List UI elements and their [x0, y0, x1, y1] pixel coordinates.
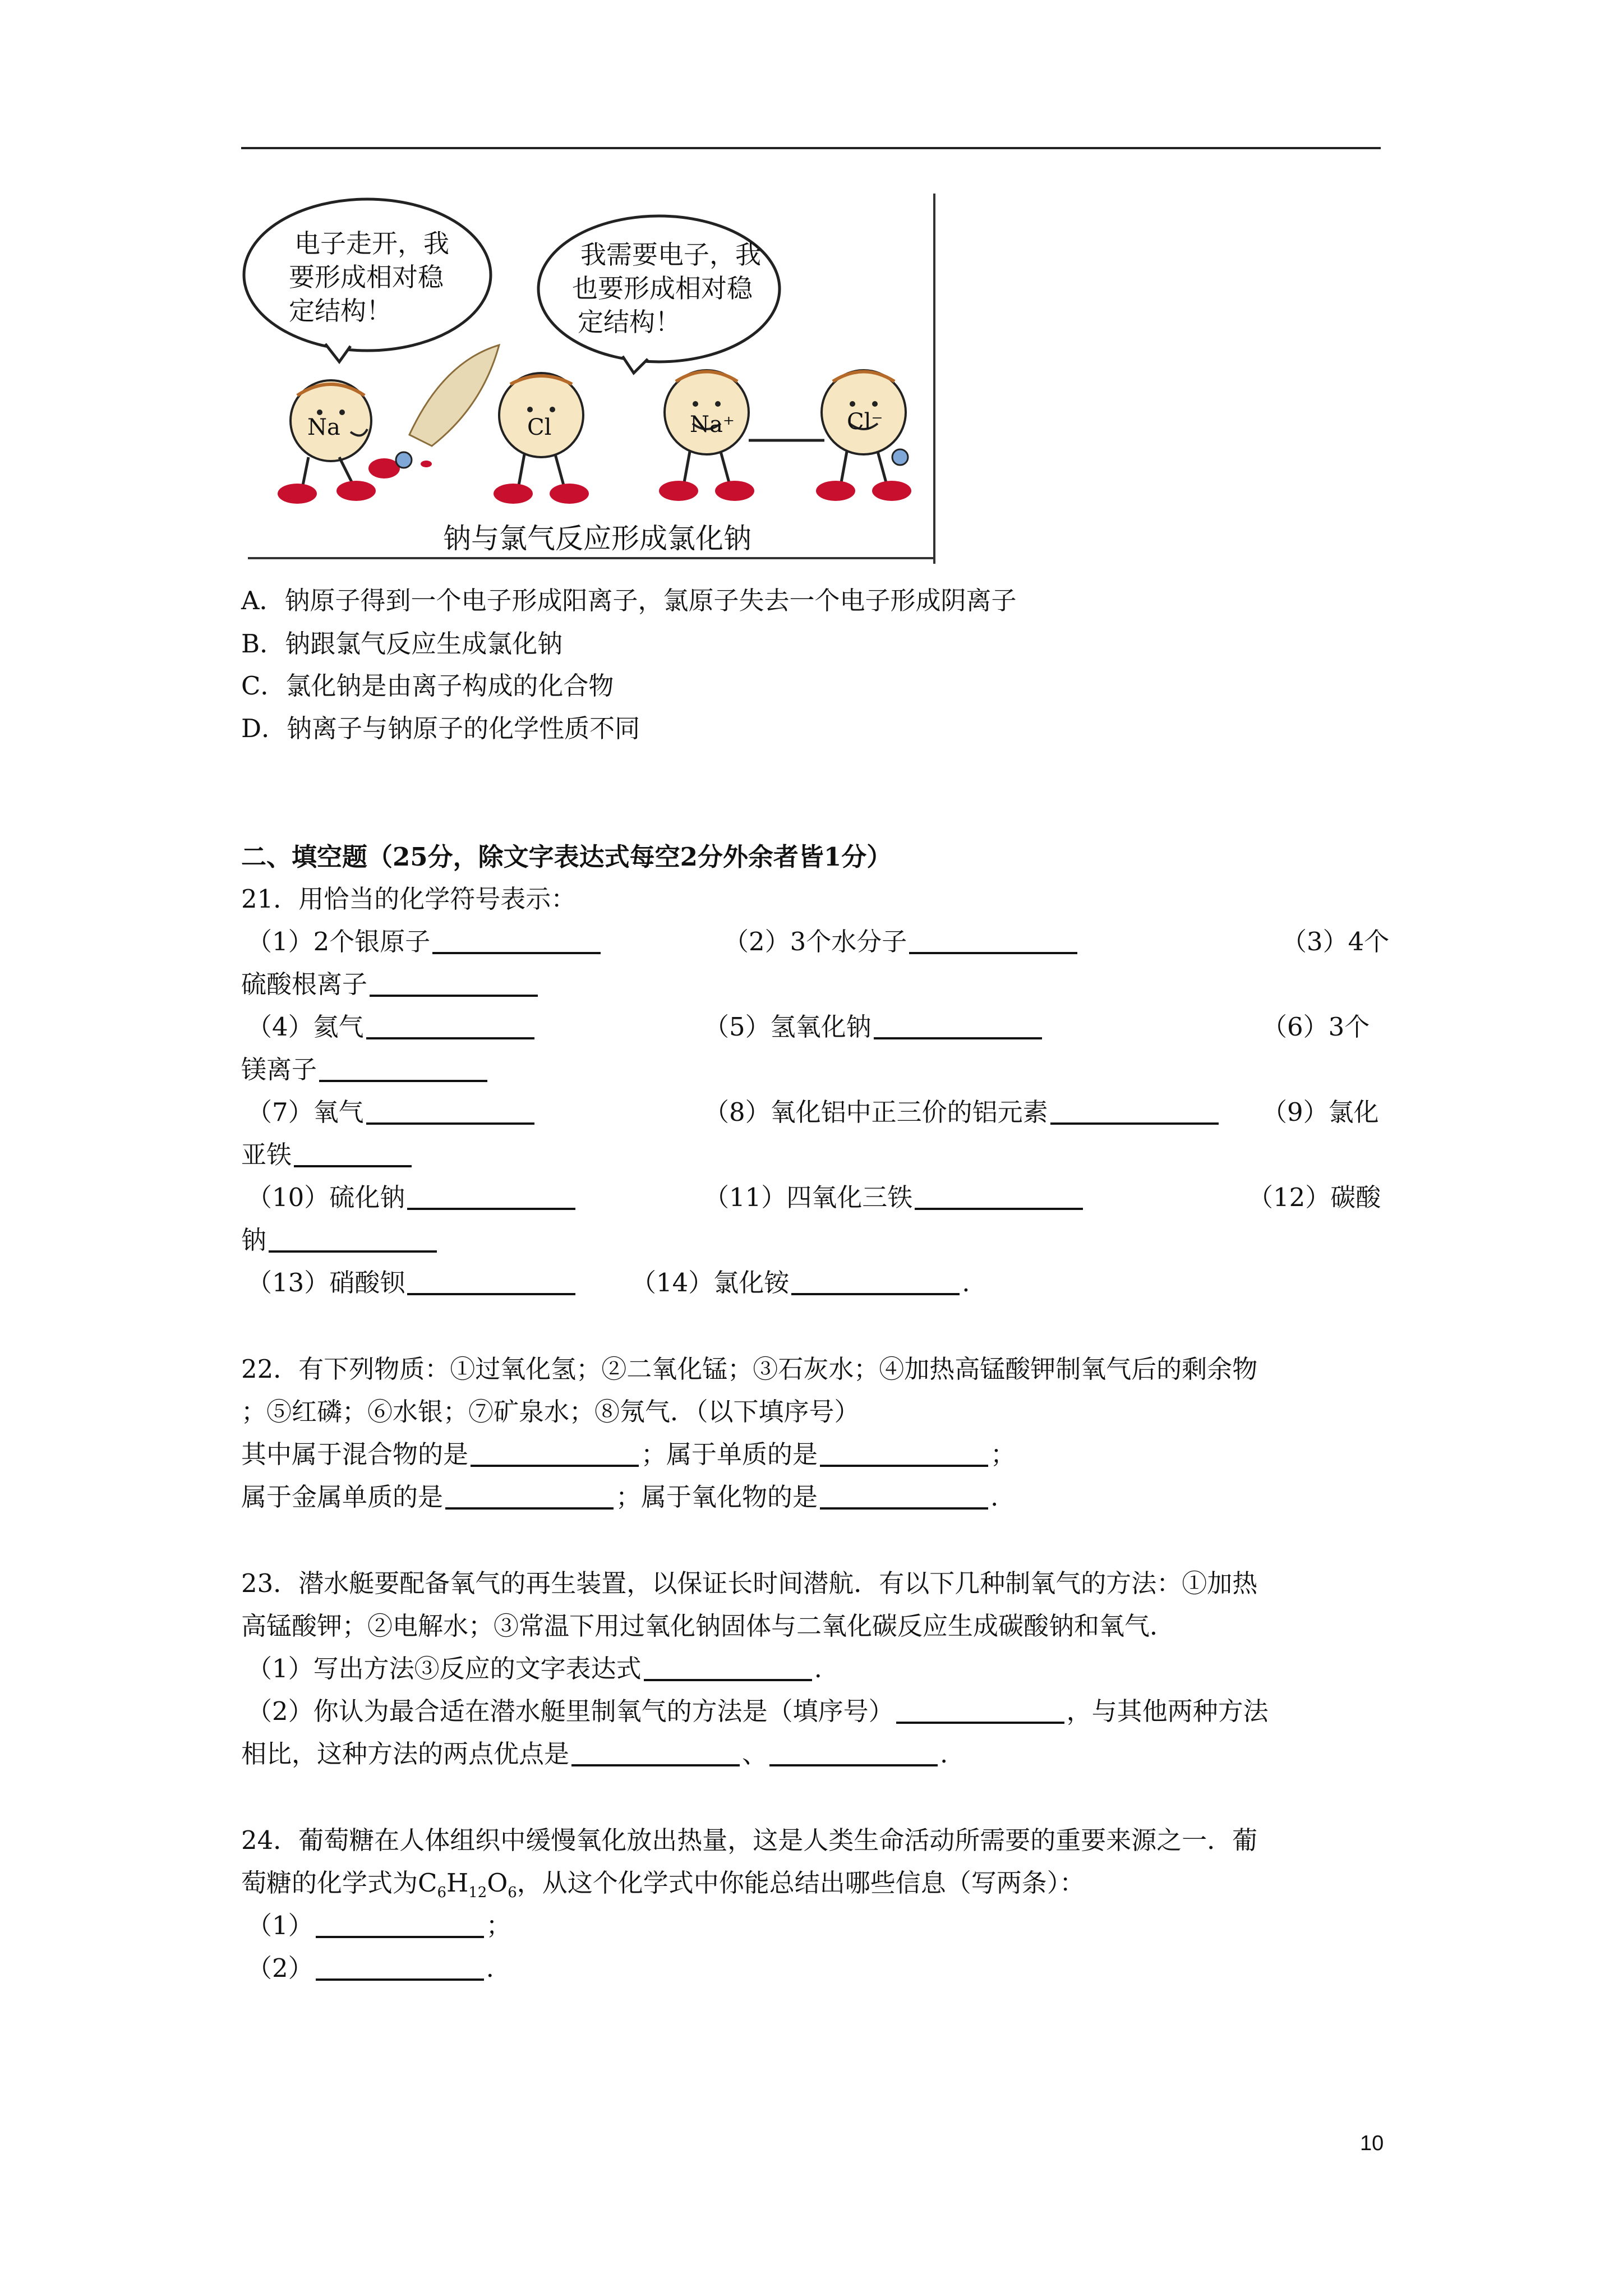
answer-blank[interactable]: [874, 1015, 1042, 1039]
answer-blank[interactable]: [366, 1100, 534, 1125]
q22-line2: ；⑤红磷；⑥水银；⑦矿泉水；⑧氖气．（以下填序号）: [241, 1397, 860, 1427]
answer-blank[interactable]: [319, 1057, 487, 1082]
q23-sub2: （2）你认为最合适在潜水艇里制氧气的方法是（填序号） ，与其他两种方法: [247, 1696, 1269, 1726]
bubble-left-line1: 电子走开，我: [294, 228, 449, 259]
figure-caption: 钠与氯气反应形成氯化钠: [443, 522, 751, 555]
answer-blank[interactable]: [370, 972, 538, 997]
q24-answer-2: （2） .: [247, 1953, 494, 1983]
q21-item-2: （2）3个水分子: [723, 929, 1080, 954]
q23-line2: 高锰酸钾；②电解水；③常温下用过氧化钠固体与二氧化碳反应生成碳酸钠和氧气．: [241, 1611, 1175, 1641]
bubble-right-line1: 我需要电子，我: [580, 240, 761, 270]
sodium-chlorine-comic: [241, 194, 937, 564]
q21-item-10: （10）硫化钠: [247, 1185, 578, 1210]
option-b: B．钠跟氯气反应生成氯化钠: [241, 629, 563, 659]
answer-blank[interactable]: [769, 1742, 938, 1766]
q21-item-5: （5）氢氧化钠: [704, 1014, 1044, 1039]
cl-ion-label: Cl⁻: [847, 409, 883, 435]
answer-blank[interactable]: [432, 930, 601, 954]
answer-blank[interactable]: [294, 1143, 412, 1167]
option-a: A．钠原子得到一个电子形成阳离子，氯原子失去一个电子形成阴离子: [241, 586, 1017, 615]
na-atom-character: [278, 380, 400, 504]
q23-line5: 相比，这种方法的两点优点是 、 .: [241, 1739, 948, 1769]
q21-item-1: （1）2个银原子: [247, 929, 603, 954]
answer-blank[interactable]: [896, 1699, 1064, 1724]
q24-line1: 24．葡萄糖在人体组织中缓慢氧化放出热量，这是人类生命活动所需要的重要来源之一．葡: [241, 1825, 1258, 1855]
answer-blank[interactable]: [644, 1657, 812, 1681]
answer-blank[interactable]: [269, 1228, 437, 1253]
na-ion-label: Na⁺: [690, 412, 735, 438]
q21-item-9-cont: 亚铁: [241, 1142, 414, 1167]
cl-atom-character: [494, 373, 589, 504]
q21-item-12-cont: 钠: [241, 1227, 439, 1253]
q24-line2: 萄糖的化学式为$C_6H_{12}O_6$，从这个化学式中你能总结出哪些信息（写两条）：: [241, 1868, 1085, 1901]
q21-item-14: （14）氯化铵 .: [631, 1268, 970, 1297]
cl-label: Cl: [527, 415, 552, 440]
answer-blank[interactable]: [445, 1485, 614, 1510]
electron-icon: [396, 452, 412, 468]
answer-blank[interactable]: [791, 1271, 960, 1295]
answer-blank[interactable]: [316, 1913, 484, 1938]
q22-line4: 属于金属单质的是 ；属于氧化物的是 .: [241, 1482, 999, 1512]
bubble-right-line2: 也要形成相对稳: [572, 273, 753, 303]
bubble-right-line3: 定结构！: [578, 307, 681, 337]
q21-item-11: （11）四氧化三铁: [704, 1185, 1085, 1210]
answer-blank[interactable]: [407, 1271, 575, 1295]
q22-line3: 其中属于混合物的是 ；属于单质的是 ；: [241, 1439, 1016, 1469]
na-ion-character: [659, 370, 754, 501]
q21-item-12: （12）碳酸: [1248, 1182, 1381, 1212]
q21-item-7: （7）氧气: [247, 1099, 537, 1125]
answer-blank[interactable]: [820, 1485, 988, 1510]
q21-stem: 21．用恰当的化学符号表示：: [241, 884, 577, 914]
answer-blank[interactable]: [407, 1185, 575, 1210]
answer-blank[interactable]: [1050, 1100, 1219, 1125]
q23-sub1: （1）写出方法③反应的文字表达式 .: [247, 1654, 822, 1683]
page-number: 10: [1360, 2132, 1384, 2155]
butterfly-net-icon: [409, 345, 499, 446]
q21-item-8: （8）氧化铝中正三价的铝元素: [704, 1099, 1221, 1125]
q21-item-4: （4）氦气: [247, 1014, 537, 1039]
cl-ion-character: [816, 370, 911, 501]
q23-line1: 23．潜水艇要配备氧气的再生装置，以保证长时间潜航．有以下几种制氧气的方法：①加热: [241, 1568, 1258, 1598]
answer-blank[interactable]: [366, 1015, 534, 1039]
q21-item-13: （13）硝酸钡: [247, 1270, 578, 1295]
q21-item-3-cont: 硫酸根离子: [241, 972, 540, 997]
header-rule: [241, 147, 1381, 149]
bubble-left-line3: 定结构！: [289, 296, 392, 326]
answer-blank[interactable]: [915, 1185, 1083, 1210]
q21-item-3: （3）4个: [1281, 927, 1390, 956]
answer-blank[interactable]: [571, 1742, 740, 1766]
answer-blank[interactable]: [316, 1956, 484, 1981]
na-label: Na: [307, 415, 340, 440]
answer-blank[interactable]: [909, 930, 1077, 954]
option-c: C．氯化钠是由离子构成的化合物: [241, 671, 614, 701]
q22-line1: 22．有下列物质：①过氧化氢；②二氧化锰；③石灰水；④加热高锰酸钾制氧气后的剩余物: [241, 1354, 1258, 1384]
option-d: D．钠离子与钠原子的化学性质不同: [241, 714, 640, 743]
comic-svg: [241, 194, 937, 564]
q21-item-6: （6）3个: [1262, 1012, 1370, 1042]
q21-item-6-cont: 镁离子: [241, 1057, 490, 1082]
answer-blank[interactable]: [820, 1442, 988, 1467]
bubble-left-line2: 要形成相对稳: [289, 262, 444, 292]
q24-answer-1: （1） ；: [247, 1911, 511, 1940]
answer-blank[interactable]: [471, 1442, 639, 1467]
q21-item-9: （9）氯化: [1262, 1097, 1379, 1127]
section-title: 二、填空题（25分，除文字表达式每空2分外余者皆1分）: [241, 842, 892, 872]
